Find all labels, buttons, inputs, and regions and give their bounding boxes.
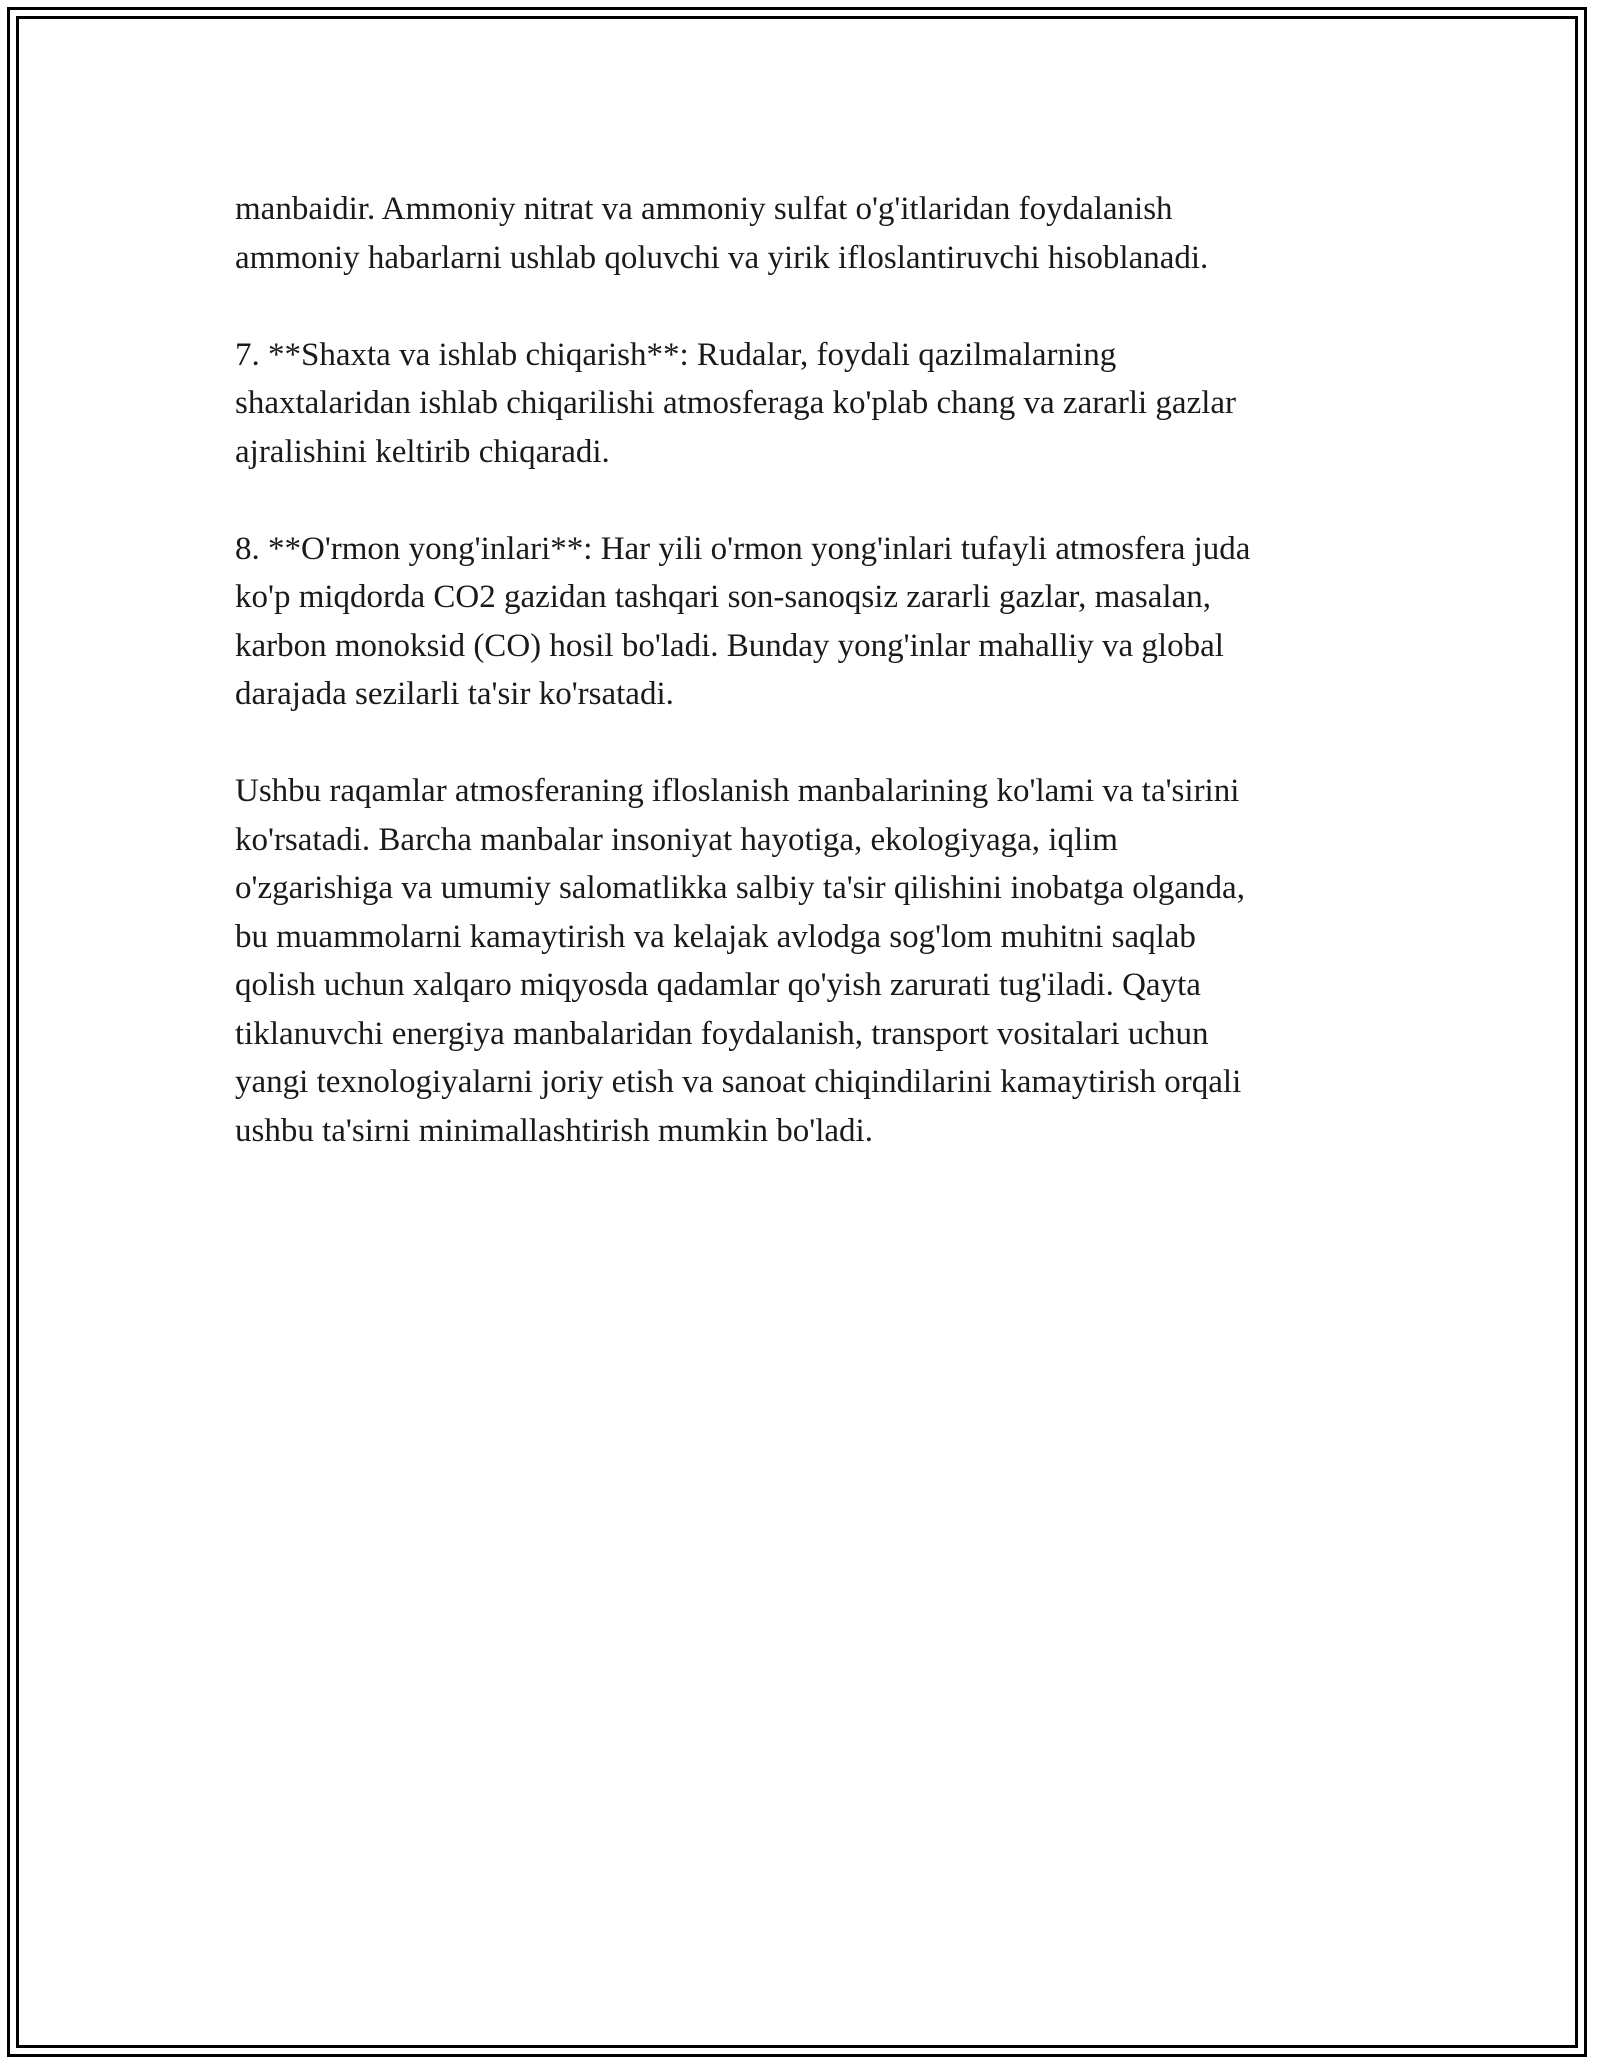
text-line: qolish uchun xalqaro miqyosda qadamlar qo'yish zarurati tug'iladi. Qayta xyxy=(235,967,1201,1003)
text-line: ammoniy habarlarni ushlab qoluvchi va yirik ifloslantiruvchi hisoblanadi. xyxy=(235,239,1209,276)
text-line: 7. **Shaxta va ishlab chiqarish**: Rudalar, foydali qazilmalarning xyxy=(235,336,1117,373)
text-line: karbon monoksid (CO) hosil bo'ladi. Bunday yong'inlar mahalliy va global xyxy=(235,627,1224,664)
text-line: o'zgarishiga va umumiy salomatlikka salbiy ta'sir qilishini inobatga olganda, xyxy=(235,870,1245,906)
text-line: ko'p miqdorda CO2 gazidan tashqari son-sanoqsiz zararli gazlar, masalan, xyxy=(235,579,1211,615)
text-line: ko'rsatadi. Barcha manbalar insoniyat hayotiga, ekologiyaga, iqlim xyxy=(235,821,1118,858)
document-body xyxy=(235,185,1395,1204)
text-line: darajada sezilarli ta'sir ko'rsatadi. xyxy=(235,676,674,712)
paragraph-item-8 xyxy=(235,525,1395,719)
text-line: yangi texnologiyalarni joriy etish va sanoat chiqindilarini kamaytirish orqali xyxy=(235,1064,1242,1100)
paragraph-continuation xyxy=(235,185,1395,282)
text-line: manbaidir. Ammoniy nitrat va ammoniy sulfat o'g'itlaridan foydalanish xyxy=(235,191,1173,227)
paragraph-item-7 xyxy=(235,331,1395,477)
text-line: 8. **O'rmon yong'inlari**: Har yili o'rmon yong'inlari tufayli atmosfera juda xyxy=(235,530,1251,567)
text-line: ushbu ta'sirni minimallashtirish mumkin bo'ladi. xyxy=(235,1112,873,1149)
text-line: shaxtalaridan ishlab chiqarilishi atmosferaga ko'plab chang va zararli gazlar xyxy=(235,385,1237,421)
text-line: bu muammolarni kamaytirish va kelajak avlodga sog'lom muhitni saqlab xyxy=(235,918,1196,955)
text-line: Ushbu raqamlar atmosferaning ifloslanish manbalarining ko'lami va ta'sirini xyxy=(235,773,1240,809)
text-line: ajralishini keltirib chiqaradi. xyxy=(235,433,610,470)
paragraph-conclusion xyxy=(235,767,1395,1155)
text-line: tiklanuvchi energiya manbalaridan foydalanish, transport vositalari uchun xyxy=(235,1015,1209,1052)
